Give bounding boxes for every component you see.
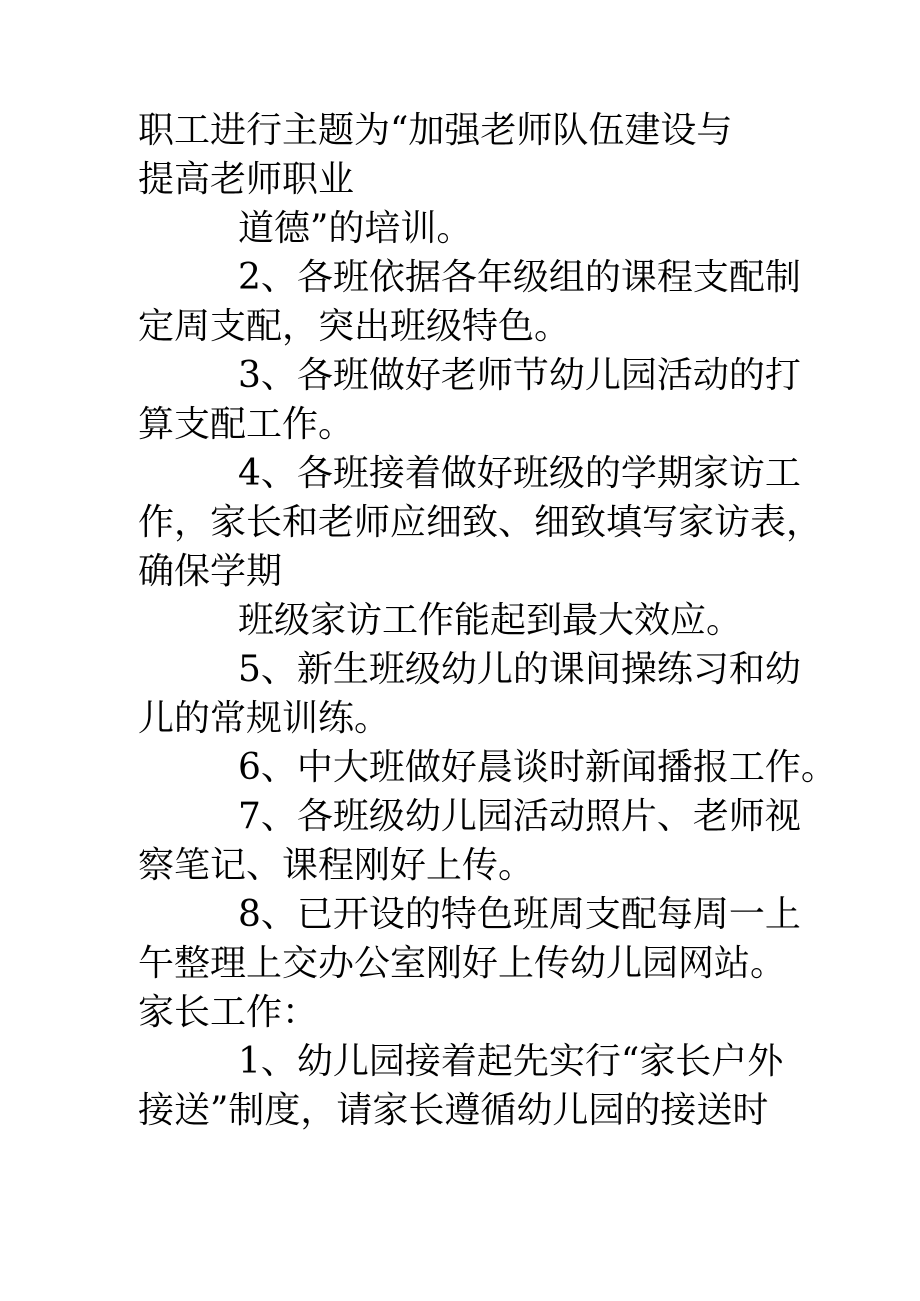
text-line: 接送”制度，请家长遵循幼儿园的接送时 [138, 1090, 769, 1131]
text-line: 4、各班接着做好班级的学期家访工 [238, 453, 801, 494]
text-line: 儿的常规训练。 [138, 698, 391, 739]
text-line: 3、各班做好老师节幼儿园活动的打 [238, 355, 801, 396]
text-line: 察笔记、课程刚好上传。 [138, 845, 535, 886]
text-line: 班级家访工作能起到最大效应。 [238, 600, 743, 641]
text-line: 午整理上交办公室刚好上传幼儿园网站。 [138, 943, 787, 984]
text-line: 1、幼儿园接着起先实行“家长户外 [238, 1041, 784, 1082]
text-line: 职工进行主题为“加强老师队伍建设与 [138, 110, 733, 151]
text-line: 算支配工作。 [138, 404, 355, 445]
text-line: 作，家长和老师应细致、细致填写家访表， [138, 502, 823, 543]
text-line: 6、中大班做好晨谈时新闻播报工作。 [238, 747, 837, 788]
section-heading: 家长工作： [138, 992, 319, 1033]
text-line: 道德”的培训。 [238, 208, 473, 249]
text-line: 8、已开设的特色班周支配每周一上 [238, 894, 801, 935]
text-line: 7、各班级幼儿园活动照片、老师视 [238, 796, 801, 837]
text-line: 5、新生班级幼儿的课间操练习和幼 [238, 649, 801, 690]
text-line: 2、各班依据各年级组的课程支配制 [238, 257, 801, 298]
text-line: 定周支配，突出班级特色。 [138, 306, 571, 347]
text-line: 确保学期 [138, 551, 283, 592]
document-body [138, 106, 837, 1135]
text-line: 提高老师职业 [138, 159, 355, 200]
